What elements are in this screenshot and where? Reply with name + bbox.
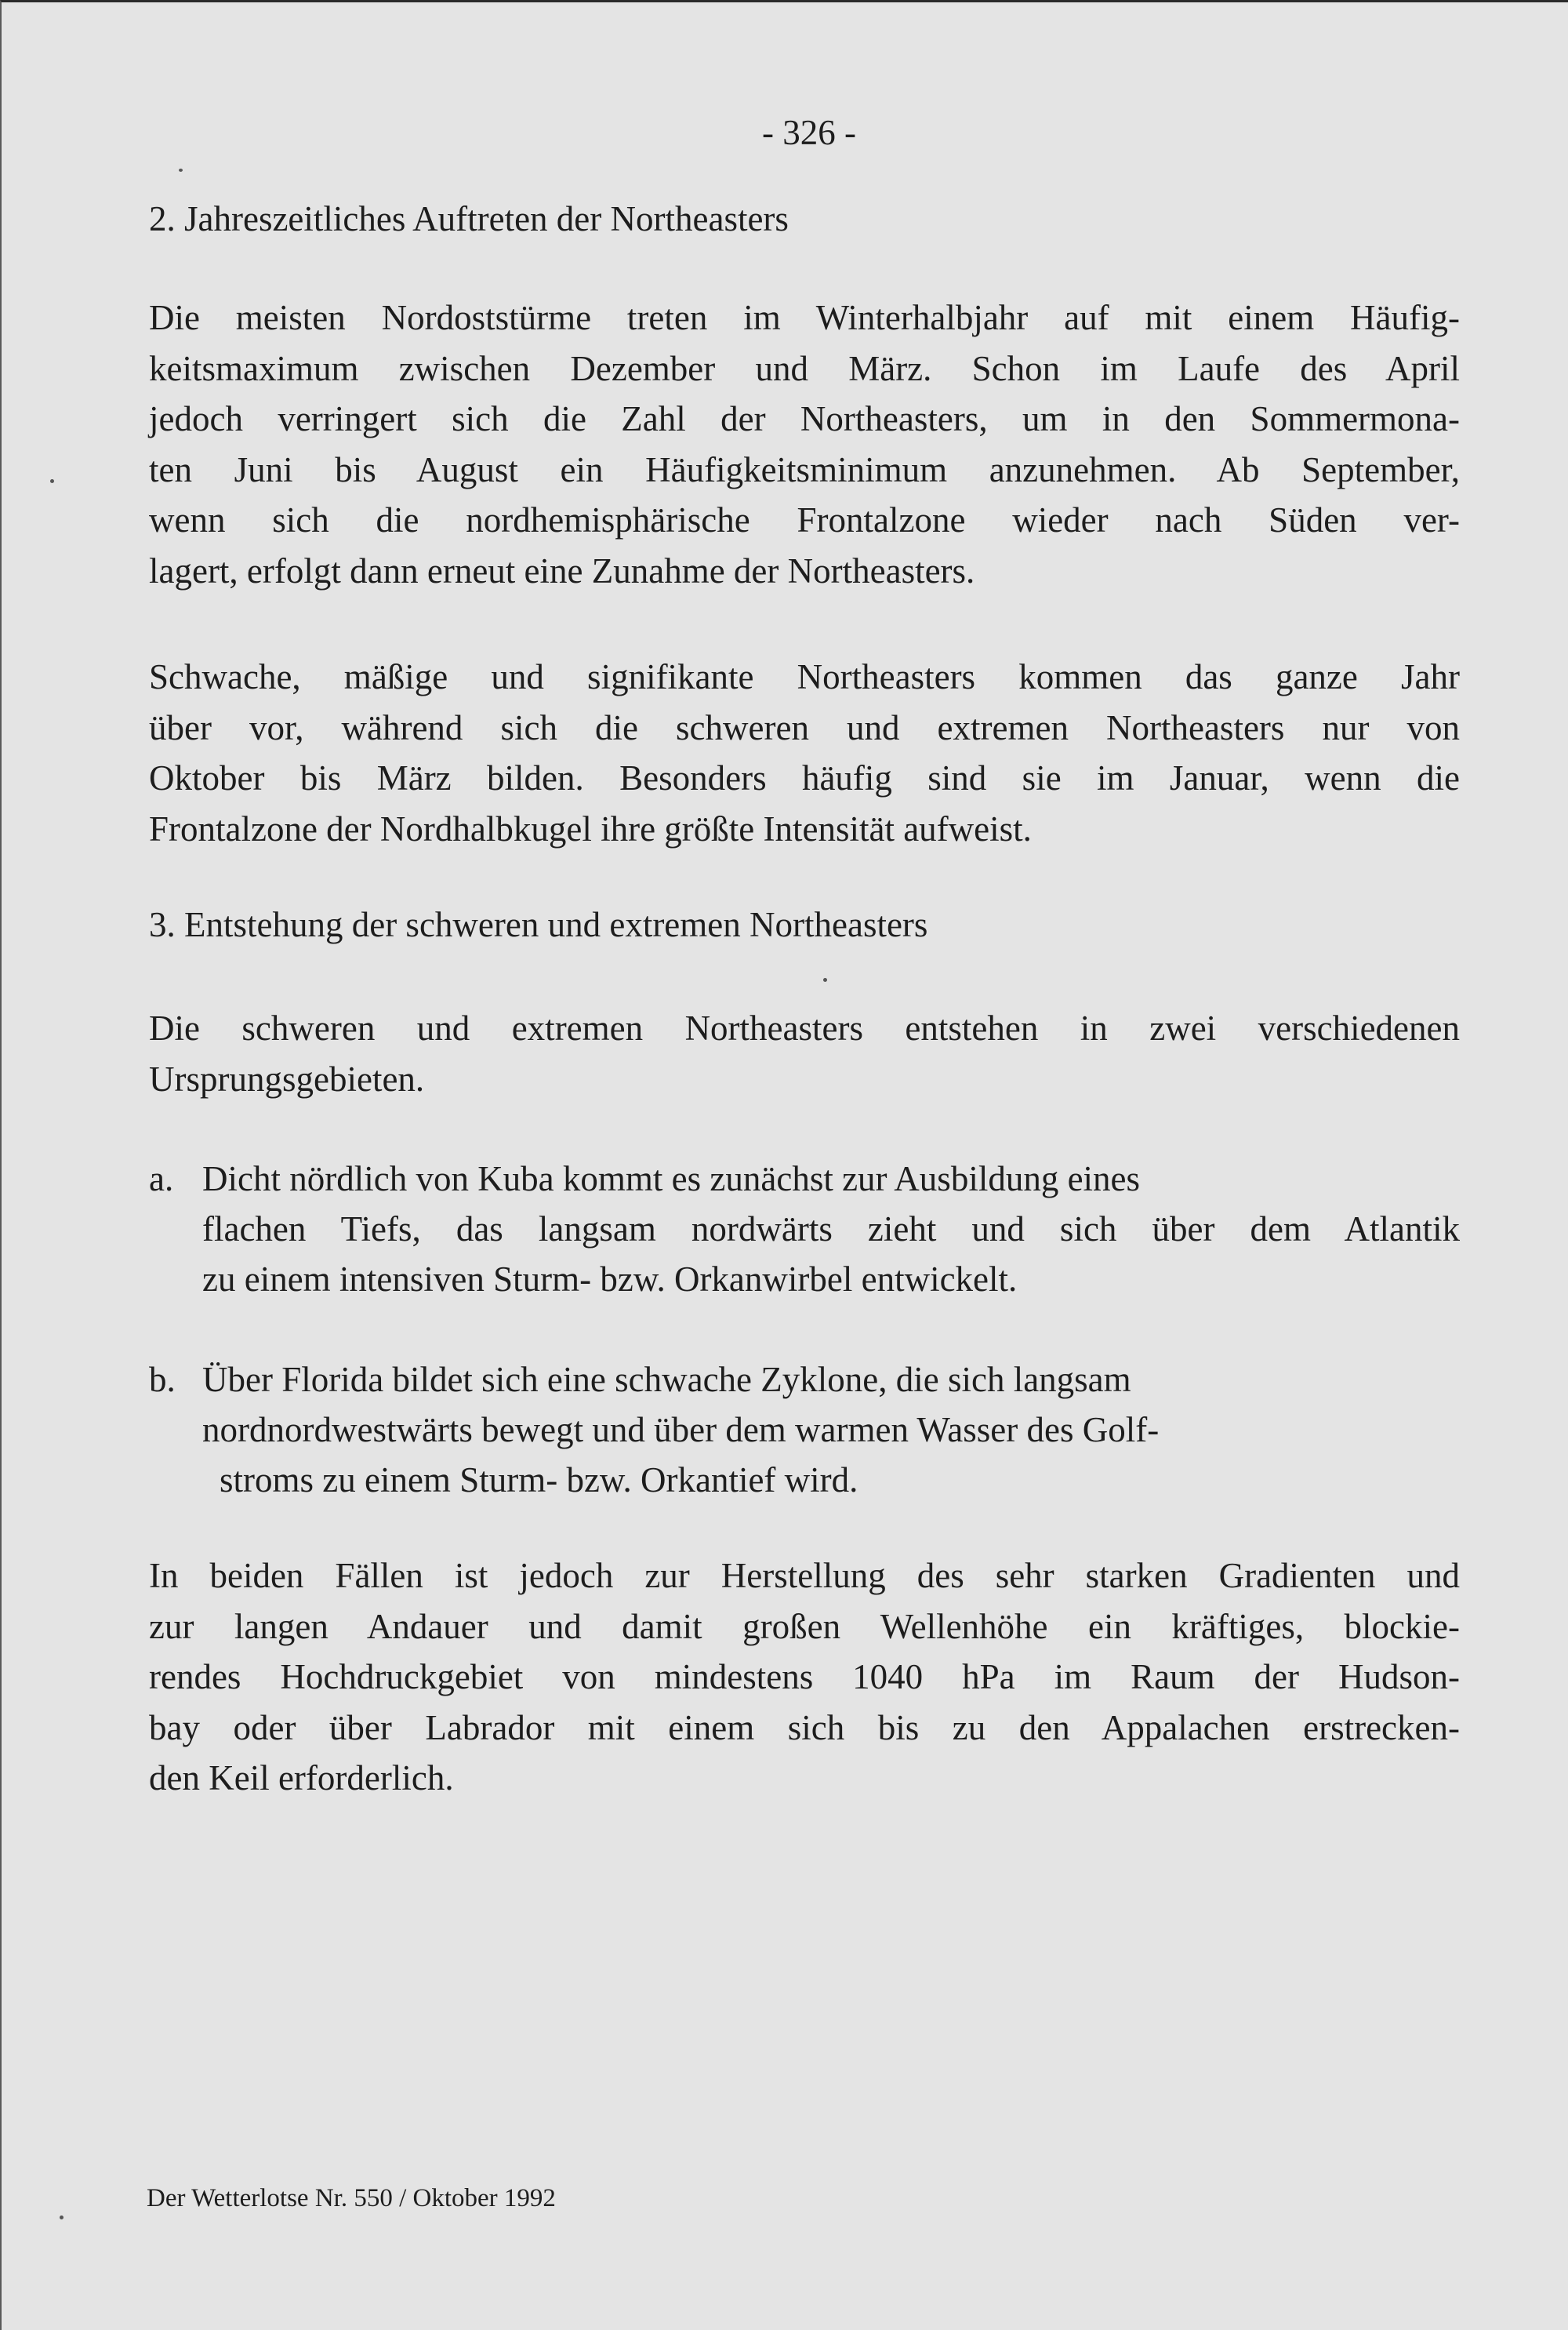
page-number: - 326 - <box>762 113 856 152</box>
section-2-heading: 2. Jahreszeitliches Auftreten der Northeasters <box>149 199 789 238</box>
list-line: zu einem intensiven Sturm- bzw. Orkanwirbel entwickelt. <box>202 1260 1018 1299</box>
list-marker: a. <box>149 1159 174 1198</box>
paragraph-line: bay oder über Labrador mit einem sich bis zu den Appalachen erstrecken- <box>149 1707 1460 1747</box>
paragraph-line: Schwache, mäßige und signifikante Northeasters kommen das ganze Jahr <box>149 657 1460 696</box>
paragraph-line: wenn sich die nordhemisphärische Frontalzone wieder nach Süden ver- <box>149 500 1460 540</box>
paragraph-line: über vor, während sich die schweren und extremen Northeasters nur von <box>149 707 1460 747</box>
paragraph-line: Frontalzone der Nordhalbkugel ihre größte Intensität aufweist. <box>149 809 1032 849</box>
scan-speck <box>60 2215 64 2219</box>
paragraph-line: rendes Hochdruckgebiet von mindestens 1040 hPa im Raum der Hudson- <box>149 1657 1460 1696</box>
list-item-text <box>202 1354 1460 1505</box>
paragraph-line: keitsmaximum zwischen Dezember und März. Schon im Laufe des April <box>149 348 1460 388</box>
paragraph-line: Ursprungsgebieten. <box>149 1059 425 1099</box>
list-line: stroms zu einem Sturm- bzw. Orkantief wird. <box>220 1460 858 1499</box>
paragraph-line: jedoch verringert sich die Zahl der Northeasters, um in den Sommermona- <box>149 399 1460 438</box>
section-2-paragraph-1 <box>149 293 1460 596</box>
scan-speck <box>50 479 54 483</box>
list-line: flachen Tiefs, das langsam nordwärts zieht und sich über dem Atlantik <box>202 1209 1460 1249</box>
paragraph-line: Oktober bis März bilden. Besonders häufig sind sie im Januar, wenn die <box>149 758 1460 798</box>
section-3-heading: 3. Entstehung der schweren und extremen Northeasters <box>149 905 928 944</box>
section-2-paragraph-2 <box>149 652 1460 854</box>
list-line: Dicht nördlich von Kuba kommt es zunächst zur Ausbildung eines <box>202 1159 1141 1198</box>
list-marker: b. <box>149 1360 176 1399</box>
paragraph-line: den Keil erforderlich. <box>149 1758 454 1797</box>
scan-speck <box>179 169 183 172</box>
paragraph-line: lagert, erfolgt dann erneut eine Zunahme der Northeasters. <box>149 551 975 591</box>
paragraph-line: In beiden Fällen ist jedoch zur Herstellung des sehr starken Gradienten und <box>149 1556 1460 1595</box>
section-3-intro <box>149 1003 1460 1104</box>
section-3-closing <box>149 1550 1460 1804</box>
list-line: Über Florida bildet sich eine schwache Zyklone, die sich langsam <box>202 1360 1131 1399</box>
paragraph-line: Die meisten Nordoststürme treten im Winterhalbjahr auf mit einem Häufig- <box>149 298 1460 337</box>
scan-speck <box>823 978 827 982</box>
paragraph-line: Die schweren und extremen Northeasters entstehen in zwei verschiedenen <box>149 1009 1460 1048</box>
paragraph-line: zur langen Andauer und damit großen Wellenhöhe ein kräftiges, blockie- <box>149 1606 1460 1646</box>
list-line: nordnordwestwärts bewegt und über dem warmen Wasser des Golf- <box>202 1410 1160 1449</box>
list-item-text <box>202 1154 1460 1304</box>
paragraph-line: ten Juni bis August ein Häufigkeitsminimum anzunehmen. Ab September, <box>149 449 1460 489</box>
footer-citation: Der Wetterlotse Nr. 550 / Oktober 1992 <box>147 2184 556 2212</box>
